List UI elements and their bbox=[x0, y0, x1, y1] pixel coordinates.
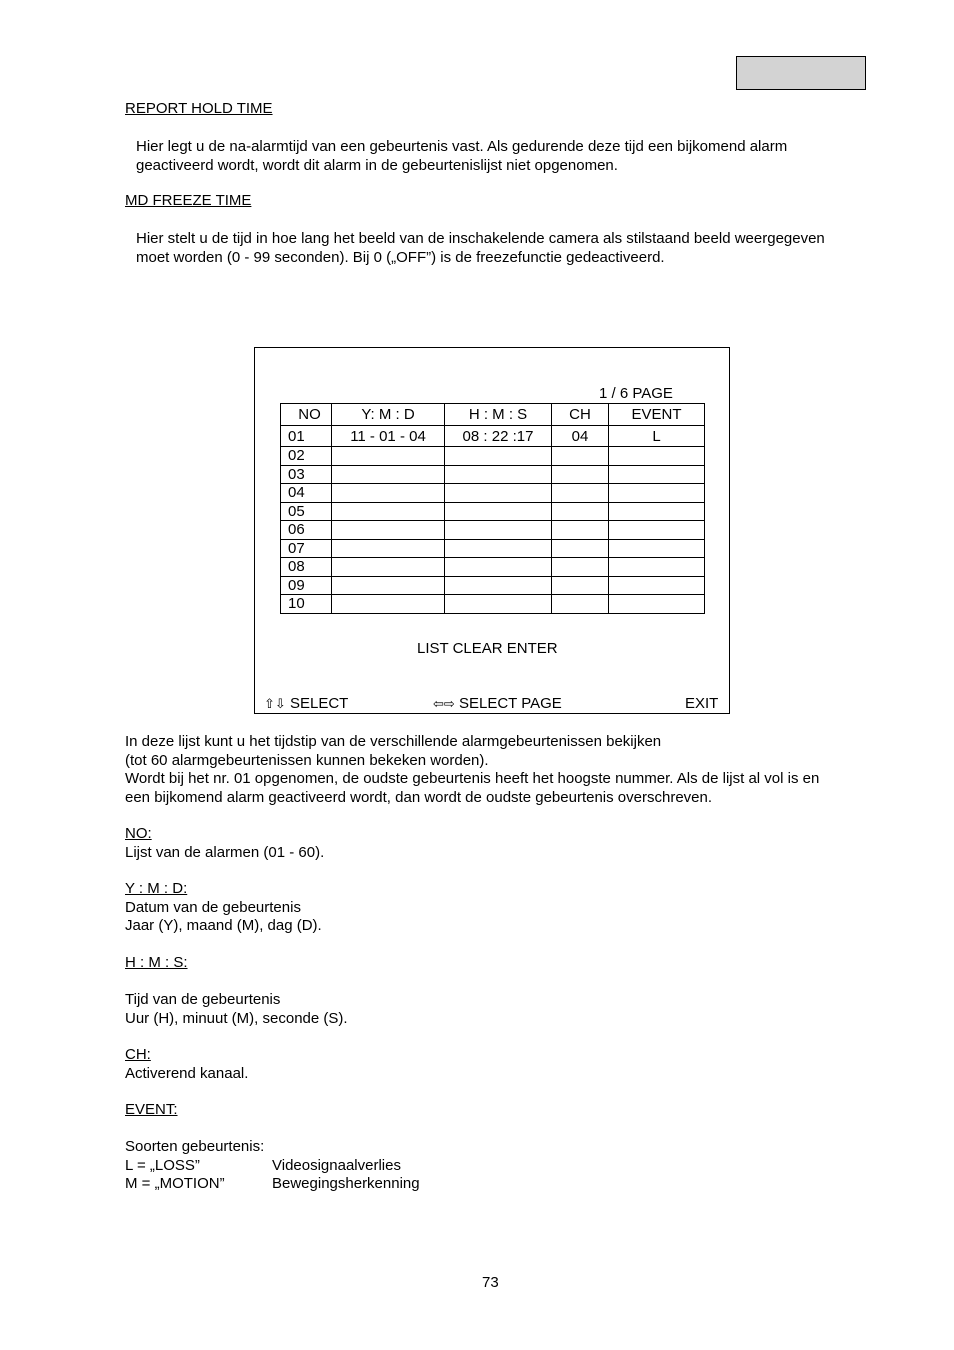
cell-no: 02 bbox=[281, 447, 332, 466]
cell-hms bbox=[445, 447, 552, 466]
event-type-code: M = „MOTION” bbox=[125, 1175, 225, 1192]
cell-ch bbox=[552, 521, 609, 540]
description-line-3: Wordt bij het nr. 01 opgenomen, de oudste gebeurtenis heeft het hoogste nummer. Als de lijst al vol is en bbox=[125, 770, 820, 787]
cell-no: 09 bbox=[281, 576, 332, 595]
column-header-event: EVENT bbox=[609, 404, 705, 426]
definition-ch bbox=[125, 1046, 248, 1083]
select-hint bbox=[264, 695, 348, 712]
cell-no: 08 bbox=[281, 558, 332, 577]
cell-hms bbox=[445, 521, 552, 540]
definition-term: Y : M : D: bbox=[125, 880, 188, 897]
definition-text: Datum van de gebeurtenis bbox=[125, 898, 301, 916]
select-page-hint bbox=[433, 695, 562, 712]
cell-no: 06 bbox=[281, 521, 332, 540]
event-type-loss bbox=[125, 1157, 420, 1176]
cell-ch bbox=[552, 447, 609, 466]
cell-no: 01 bbox=[281, 426, 332, 447]
cell-event bbox=[609, 521, 705, 540]
cell-hms bbox=[445, 595, 552, 614]
cell-event bbox=[609, 484, 705, 503]
cell-ymd bbox=[332, 558, 445, 577]
cell-no: 03 bbox=[281, 465, 332, 484]
cell-ymd bbox=[332, 539, 445, 558]
column-header-ymd: Y: M : D bbox=[332, 404, 445, 426]
cell-ch bbox=[552, 558, 609, 577]
cell-ymd bbox=[332, 447, 445, 466]
table-header-row bbox=[281, 404, 705, 426]
table-row[interactable] bbox=[281, 558, 705, 577]
md-freeze-time-heading: MD FREEZE TIME bbox=[125, 192, 252, 209]
cell-ch bbox=[552, 595, 609, 614]
definition-term: H : M : S: bbox=[125, 954, 188, 971]
cell-no: 04 bbox=[281, 484, 332, 503]
cell-ymd bbox=[332, 521, 445, 540]
definition-term: NO: bbox=[125, 825, 152, 842]
definition-hms bbox=[125, 954, 348, 1028]
table-row[interactable] bbox=[281, 484, 705, 503]
report-hold-time-text bbox=[136, 137, 787, 175]
definition-event bbox=[125, 1101, 420, 1194]
event-type-code: L = „LOSS” bbox=[125, 1156, 200, 1174]
cell-event bbox=[609, 447, 705, 466]
md-freeze-time-text bbox=[136, 229, 825, 267]
definition-no bbox=[125, 825, 324, 862]
cell-ch bbox=[552, 484, 609, 503]
definition-ymd bbox=[125, 880, 322, 936]
table-row[interactable] bbox=[281, 447, 705, 466]
cell-event bbox=[609, 465, 705, 484]
description-line-1: In deze lijst kunt u het tijdstip van de verschillende alarmgebeurtenissen bekijken bbox=[125, 733, 662, 750]
cell-event bbox=[609, 595, 705, 614]
cell-ch bbox=[552, 539, 609, 558]
cell-ch bbox=[552, 502, 609, 521]
cell-ymd bbox=[332, 502, 445, 521]
cell-hms bbox=[445, 576, 552, 595]
cell-ch bbox=[552, 465, 609, 484]
description-line-4: een bijkomend alarm geactiveerd wordt, dan wordt de oudste gebeurtenis overschreven. bbox=[125, 788, 713, 806]
up-down-arrows-icon: ⇧⇩ bbox=[264, 697, 286, 712]
cell-hms bbox=[445, 502, 552, 521]
language-tab-box bbox=[736, 56, 866, 90]
cell-hms bbox=[445, 558, 552, 577]
table-row[interactable] bbox=[281, 539, 705, 558]
md-freeze-time-line-1: Hier stelt u de tijd in hoe lang het beeld van de inschakelende camera als stilstaand beeld weergegeven bbox=[136, 230, 825, 247]
report-hold-time-line-2: geactiveerd wordt, wordt dit alarm in de gebeurtenislijst niet opgenomen. bbox=[136, 157, 618, 174]
report-hold-time-line-1: Hier legt u de na-alarmtijd van een gebeurtenis vast. Als gedurende deze tijd een bijkomend alarm bbox=[136, 138, 788, 155]
definition-text: Soorten gebeurtenis: bbox=[125, 1138, 265, 1155]
table-row[interactable] bbox=[281, 465, 705, 484]
definition-text: Jaar (Y), maand (M), dag (D). bbox=[125, 917, 322, 934]
table-row[interactable] bbox=[281, 521, 705, 540]
cell-ymd bbox=[332, 484, 445, 503]
definition-term: CH: bbox=[125, 1046, 151, 1063]
report-hold-time-heading: REPORT HOLD TIME bbox=[125, 100, 273, 117]
column-header-ch: CH bbox=[552, 404, 609, 426]
list-clear-enter-button[interactable]: LIST CLEAR ENTER bbox=[417, 640, 558, 657]
definition-text: Tijd van de gebeurtenis bbox=[125, 991, 281, 1008]
column-header-hms: H : M : S bbox=[445, 404, 552, 426]
event-type-meaning: Bewegingsherkenning bbox=[272, 1175, 420, 1192]
cell-ymd bbox=[332, 465, 445, 484]
event-list-osd-screen bbox=[254, 347, 730, 714]
cell-hms bbox=[445, 465, 552, 484]
left-right-arrows-icon: ⇦⇨ bbox=[433, 697, 455, 712]
cell-event bbox=[609, 558, 705, 577]
event-list-table bbox=[280, 403, 705, 614]
cell-no: 07 bbox=[281, 539, 332, 558]
cell-ymd bbox=[332, 595, 445, 614]
page-indicator: 1 / 6 PAGE bbox=[599, 385, 673, 402]
column-header-no: NO bbox=[281, 404, 332, 426]
select-page-label: SELECT PAGE bbox=[458, 695, 562, 712]
cell-ch: 04 bbox=[552, 426, 609, 447]
cell-hms bbox=[445, 484, 552, 503]
cell-no: 05 bbox=[281, 502, 332, 521]
cell-ymd: 11 - 01 - 04 bbox=[332, 426, 445, 447]
cell-event bbox=[609, 576, 705, 595]
select-label: SELECT bbox=[289, 695, 349, 712]
definition-term: EVENT: bbox=[125, 1101, 178, 1118]
cell-ch bbox=[552, 576, 609, 595]
table-row[interactable] bbox=[281, 576, 705, 595]
cell-ymd bbox=[332, 576, 445, 595]
cell-hms: 08 : 22 :17 bbox=[445, 426, 552, 447]
definition-text: Uur (H), minuut (M), seconde (S). bbox=[125, 1009, 348, 1027]
cell-event: L bbox=[609, 426, 705, 447]
md-freeze-time-line-2: moet worden (0 - 99 seconden). Bij 0 („OFF”) is de freezefunctie gedeactiveerd. bbox=[136, 249, 665, 266]
cell-hms bbox=[445, 539, 552, 558]
event-type-meaning: Videosignaalverlies bbox=[272, 1156, 401, 1174]
cell-no: 10 bbox=[281, 595, 332, 614]
exit-button[interactable]: EXIT bbox=[685, 695, 719, 712]
definition-text: Lijst van de alarmen (01 - 60). bbox=[125, 843, 325, 861]
description-line-2: (tot 60 alarmgebeurtenissen kunnen bekeken worden). bbox=[125, 751, 489, 769]
event-list-description bbox=[125, 733, 819, 807]
table-row[interactable] bbox=[281, 595, 705, 614]
cell-event bbox=[609, 502, 705, 521]
event-type-motion bbox=[125, 1175, 420, 1194]
table-row[interactable] bbox=[281, 426, 705, 447]
page-number: 73 bbox=[482, 1274, 499, 1291]
cell-event bbox=[609, 539, 705, 558]
table-row[interactable] bbox=[281, 502, 705, 521]
definition-text: Activerend kanaal. bbox=[125, 1064, 249, 1082]
